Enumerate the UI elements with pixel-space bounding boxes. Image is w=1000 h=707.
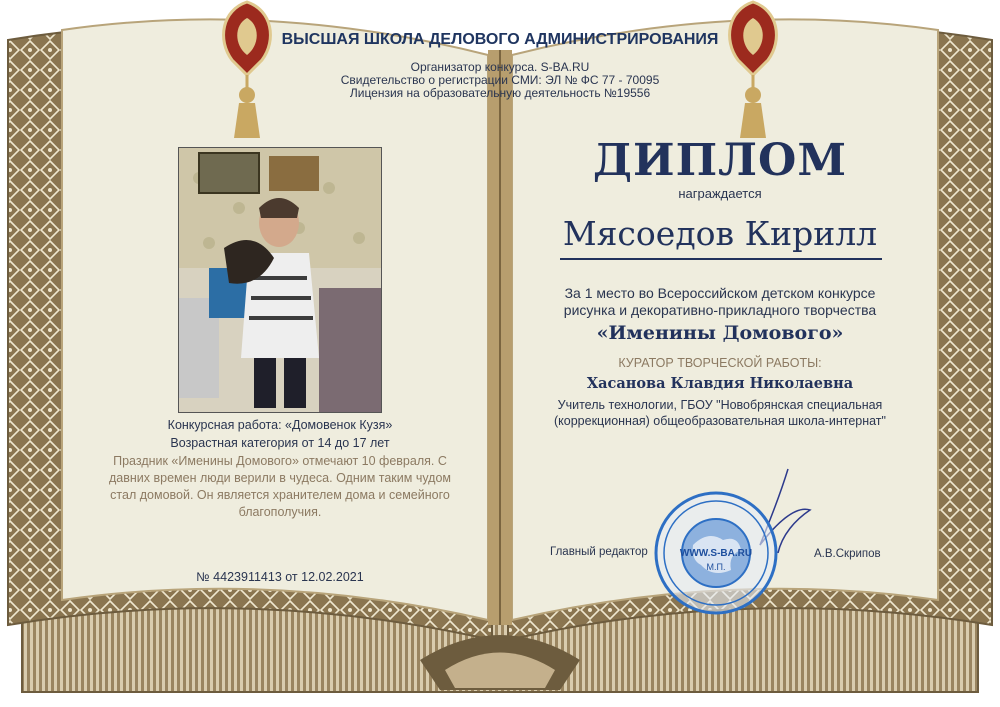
organizer-line: Организатор конкурса. S-BA.RU (410, 60, 590, 74)
official-stamp-icon (653, 490, 779, 616)
editor-name: А.В.Скрипов (814, 548, 881, 560)
curator-job-line-1: Учитель технологии, ГБОУ "Новобрянская специальная (557, 398, 883, 412)
participant-photo (178, 147, 382, 413)
contest-name: «Именины Домового» (596, 322, 844, 344)
license-line: Лицензия на образовательную деятельность №19556 (349, 86, 651, 100)
age-category: Возрастная категория от 14 до 17 лет (170, 436, 390, 450)
recipient-underline (560, 258, 882, 260)
award-reason-line-1: За 1 место во Всероссийском детском конкурсе (564, 285, 876, 301)
curator-job-line-2: (коррекционная) общеобразовательная школа-интернат" (554, 414, 886, 428)
curator-label: КУРАТОР ТВОРЧЕСКОЙ РАБОТЫ: (618, 356, 822, 370)
contest-work: Конкурсная работа: «Домовенок Кузя» (167, 418, 393, 432)
editor-label: Главный редактор (550, 546, 648, 558)
recipient-name: Мясоедов Кирилл (562, 214, 878, 253)
curator-name: Хасанова Клавдия Николаевна (586, 375, 854, 392)
stamp-initials: М.П. (706, 562, 726, 572)
diploma-title: ДИПЛОМ (592, 135, 848, 186)
certificate-number: № 4423911413 от 12.02.2021 (196, 570, 364, 584)
registration-line: Свидетельство о регистрации СМИ: ЭЛ № ФС 77 - 70095 (340, 73, 660, 87)
stamp-site: WWW.S-BA.RU (679, 548, 753, 559)
work-description: Праздник «Именины Домового» отмечают 10 февраля. С давних времен люди верили в чудеса. Одним таким чудом стал домовой. Он является хранителем дома и семейного благополучия. (108, 454, 452, 519)
school-title: ВЫСШАЯ ШКОЛА ДЕЛОВОГО АДМИНИСТРИРОВАНИЯ (281, 31, 719, 48)
award-reason-line-2: рисунка и декоративно-прикладного творчества (563, 302, 877, 318)
awarded-label: награждается (678, 186, 762, 201)
